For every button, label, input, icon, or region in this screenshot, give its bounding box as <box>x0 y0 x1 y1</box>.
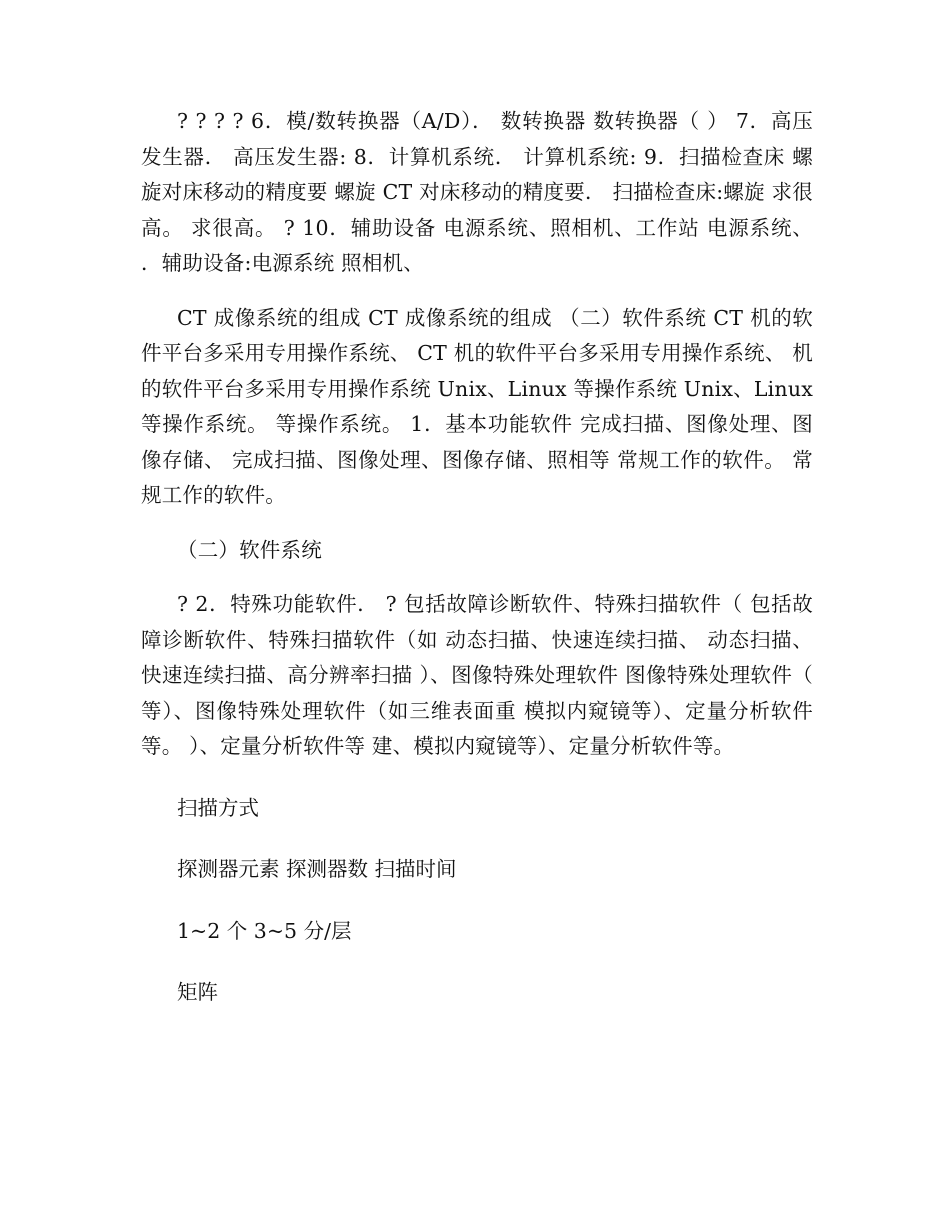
document-page <box>141 104 813 1011</box>
paragraph-special-software: ? 2．特殊功能软件． ? 包括故障诊断软件、特殊扫描软件（ 包括故障诊断软件、特殊扫描软件（如 动态扫描、快速连续扫描、 动态扫描、快速连续扫描、高分辨率扫描 ）、图像特殊处理软件 图像特殊处理软件（ 等）、图像特殊处理软件（如三维表面重 模拟内窥镜等）、定量分析软件等。 ）、定量分析软件等 建、模拟内窥镜等）、定量分析软件等。 <box>141 592 813 758</box>
line-detector-info: 探测器元素 探测器数 扫描时间 <box>177 857 457 881</box>
paragraph-hardware-components: ? ? ? ? 6．模/数转换器（A/D）． 数转换器 数转换器（ ） 7．高压发生器． 高压发生器: 8．计算机系统． 计算机系统: 9．扫描检查床 螺旋对床移动的精度要 螺旋 CT 对床移动的精度要． 扫描检查床:螺旋 求很高。 求很高。 ? 10．辅助设备 电源系统、照相机、工作站 电源系统、 ．辅助设备:电源系统 照相机、 <box>141 109 813 275</box>
line-matrix: 矩阵 <box>177 980 218 1004</box>
line-scan-mode: 扫描方式 <box>177 795 259 820</box>
section-heading-software-system: （二）软件系统 <box>177 537 322 562</box>
paragraph-software-system: CT 成像系统的组成 CT 成像系统的组成 （二）软件系统 CT 机的软件平台多采用专用操作系统、 CT 机的软件平台多采用专用操作系统、 机的软件平台多采用专用操作系统 Unix、Linux 等操作系统 Unix、Linux 等操作系统。 等操作系统。 1．基本功能软件 完成扫描、图像处理、图像存储、 完成扫描、图像处理、图像存储、照相等 常规工作的软件。 常规工作的软件。 <box>141 305 813 507</box>
line-scan-time-value: 1~2 个 3~5 分/层 <box>177 918 352 943</box>
